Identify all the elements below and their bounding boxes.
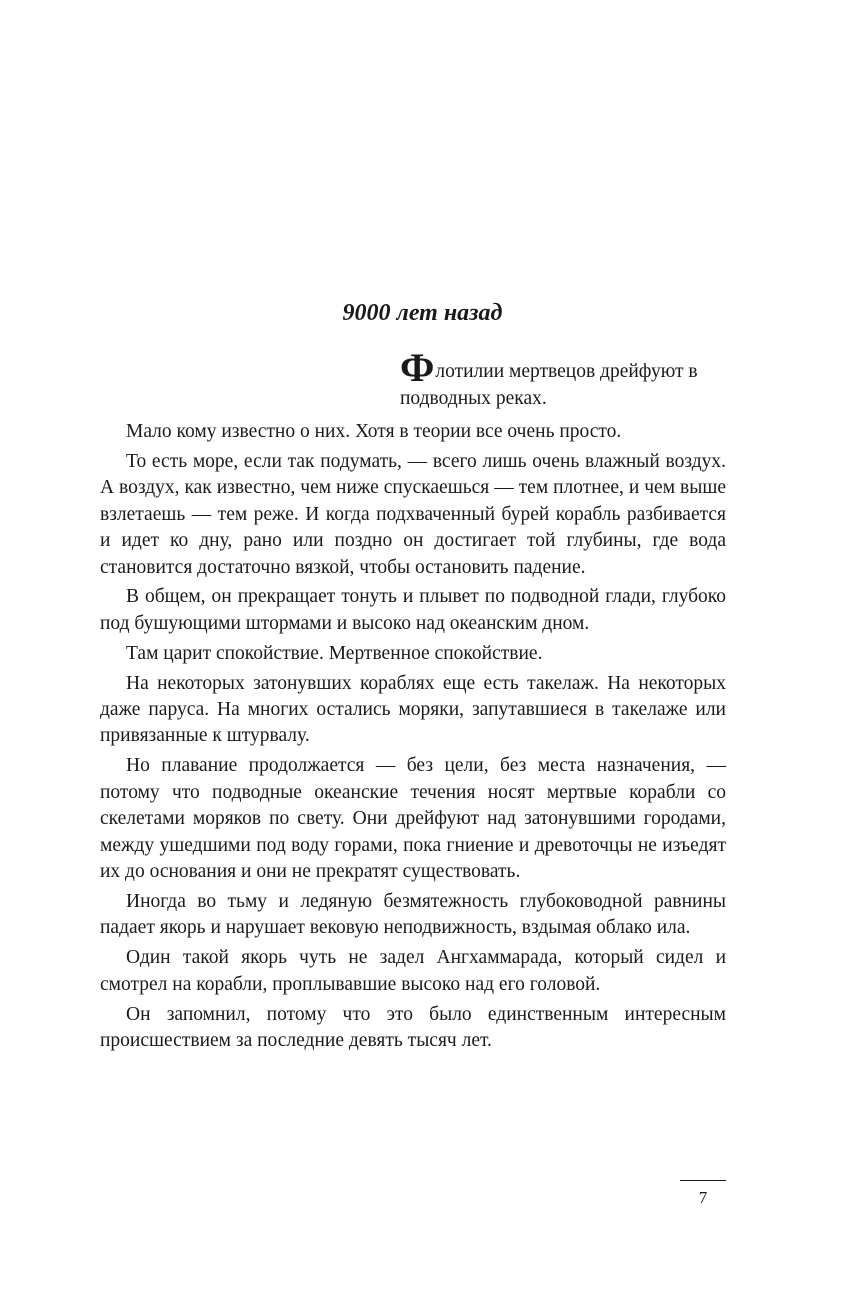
paragraph-text: То есть море, если так подумать, — всего лишь очень влажный воздух. А воздух, как известно, чем ниже спускаешься — тем плотнее, и чем выше взлетаешь — тем реже. И когда подхваченный бурей корабль разбивается и идет ко дну, рано или поздно он достигает той глубины, где вода становится достаточно вязкой, чтобы остановить падение. xyxy=(100,450,726,578)
paragraph xyxy=(100,449,726,581)
page-number: 7 xyxy=(698,1188,708,1207)
paragraph xyxy=(100,671,726,750)
drop-cap: Ф xyxy=(400,345,435,390)
paragraph xyxy=(100,584,726,637)
paragraph-text: Но плавание продолжается — без цели, без места назначения, — потому что подводные океанские течения носят мертвые корабли со скелетами моряков по свету. Они дрейфуют над затонувшими городами, между ушедшими под воду горами, пока гниение и древоточцы не изъедят их до основания и они не прекратят существовать. xyxy=(100,755,726,882)
paragraph-text: На некоторых затонувших кораблях еще есть такелаж. На некоторых даже паруса. На многих остались моряки, запутавшиеся в такелаже или привязанные к штурвалу. xyxy=(100,672,726,747)
paragraph-text: Он запомнил, потому что это было единственным интересным происшествием за последние девять тысяч лет. xyxy=(100,1003,726,1051)
paragraph xyxy=(100,1002,726,1055)
paragraph xyxy=(100,419,726,445)
paragraph xyxy=(100,641,726,667)
epigraph-text: лотилии мертвецов дрейфуют в подводных реках. xyxy=(400,361,698,409)
epigraph xyxy=(400,345,740,412)
paragraph-text: Один такой якорь чуть не задел Ангхаммарада, который сидел и смотрел на корабли, проплывавшие высоко над его головой. xyxy=(100,947,726,995)
paragraph-text: Там царит спокойствие. Мертвенное спокойствие. xyxy=(126,642,543,664)
paragraph xyxy=(100,945,726,998)
paragraph xyxy=(100,889,726,942)
paragraph-text: В общем, он прекращает тонуть и плывет по подводной глади, глубоко под бушующими штормами и высоко над океанским дном. xyxy=(100,586,726,634)
body-text xyxy=(100,419,726,1058)
paragraph-text: Мало кому известно о них. Хотя в теории все очень просто. xyxy=(126,421,622,442)
footer-rule xyxy=(680,1180,726,1181)
paragraph-text: Иногда во тьму и ледяную безмятежность глубоководной равнины падает якорь и нарушает вековую неподвижность, вздымая облако ила. xyxy=(100,890,726,939)
paragraph xyxy=(100,753,726,885)
chapter-title: 9000 лет назад xyxy=(342,300,503,326)
